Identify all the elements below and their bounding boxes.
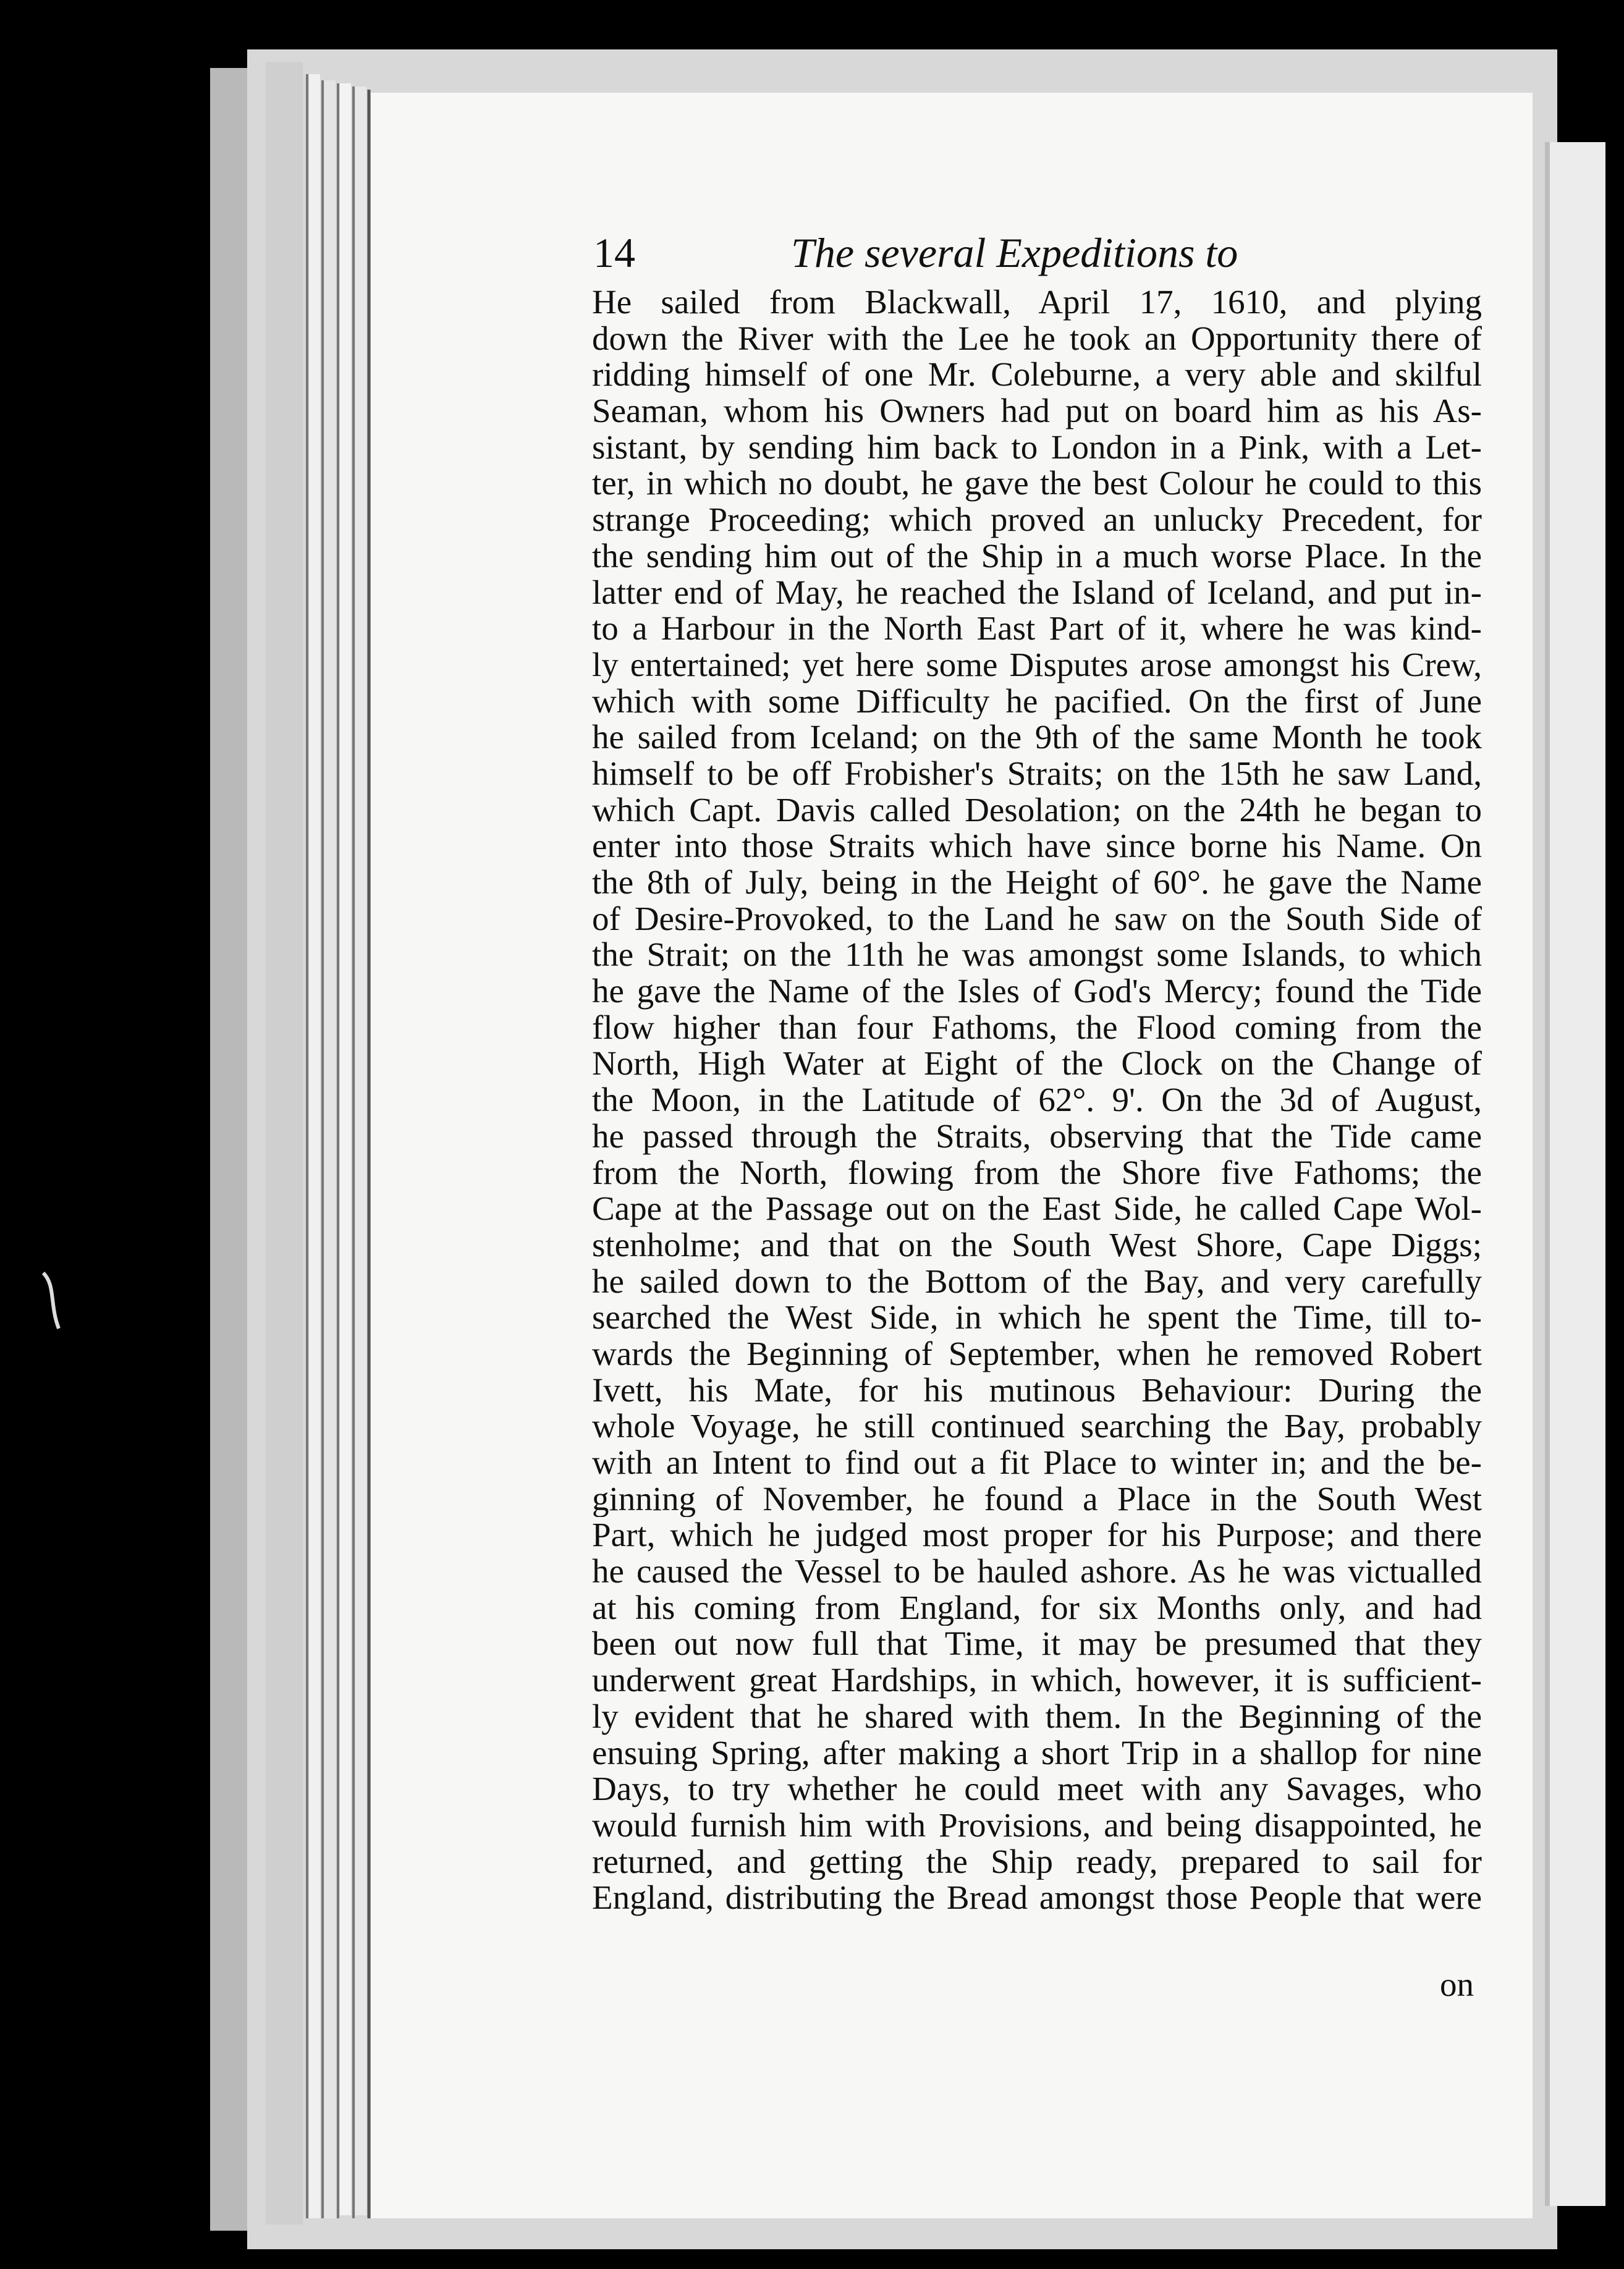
text-line: of Desire-Provoked, to the Land he saw on the South Side of — [592, 900, 1482, 937]
text-line: the sending him out of the Ship in a much worse Place. In the — [592, 538, 1482, 575]
text-line: he sailed from Iceland; on the 9th of the same Month he took — [592, 719, 1482, 756]
text-line: the Strait; on the 11th he was amongst some Islands, to which — [592, 937, 1482, 974]
page-header — [593, 229, 1557, 290]
text-line: searched the West Side, in which he spent the Time, till to- — [592, 1299, 1482, 1336]
text-line: the 8th of July, being in the Height of 60°. he gave the Name — [592, 864, 1482, 901]
text-line: at his coming from England, for six Months only, and had — [592, 1589, 1482, 1626]
body-text — [592, 284, 1482, 1916]
text-line: flow higher than four Fathoms, the Flood coming from the — [592, 1009, 1482, 1046]
text-line: would furnish him with Provisions, and being disappointed, he — [592, 1807, 1482, 1844]
text-line: to a Harbour in the North East Part of it, where he was kind- — [592, 611, 1482, 647]
text-line: ly evident that he shared with them. In the Beginning of the — [592, 1698, 1482, 1735]
text-line: from the North, flowing from the Shore five Fathoms; the — [592, 1154, 1482, 1191]
text-line: down the River with the Lee he took an Opportunity there of — [592, 320, 1482, 357]
running-title: The several Expeditions to — [791, 229, 1238, 276]
text-line: strange Proceeding; which proved an unlucky Precedent, for — [592, 502, 1482, 538]
catchword: on — [1440, 1966, 1474, 2003]
text-line: with an Intent to find out a fit Place to winter in; and the be- — [592, 1445, 1482, 1481]
text-line: he sailed down to the Bottom of the Bay, and very carefully — [592, 1263, 1482, 1300]
text-line: ensuing Spring, after making a short Trip in a shallop for nine — [592, 1734, 1482, 1772]
text-line: stenholme; and that on the South West Shore, Cape Diggs; — [592, 1227, 1482, 1264]
text-line: latter end of May, he reached the Island of Iceland, and put in- — [592, 574, 1482, 611]
text-line: wards the Beginning of September, when he removed Robert — [592, 1335, 1482, 1372]
text-line: Part, which he judged most proper for his Purpose; and there — [592, 1517, 1482, 1554]
facing-page-edge — [1545, 142, 1605, 2206]
text-line: underwent great Hardships, in which, however, it is sufficient- — [592, 1662, 1482, 1699]
text-line: England, distributing the Bread amongst those People that were — [592, 1880, 1482, 1916]
text-line: he caused the Vessel to be hauled ashore. As he was victualled — [592, 1553, 1482, 1590]
text-line: ter, in which no doubt, he gave the best Colour he could to this — [592, 465, 1482, 502]
text-line: himself to be off Frobisher's Straits; on the 15th he saw Land, — [592, 755, 1482, 792]
text-line: Cape at the Passage out on the East Side, he called Cape Wol- — [592, 1191, 1482, 1227]
page-number: 14 — [593, 229, 635, 276]
text-line: which with some Difficulty he pacified. On the first of June — [592, 683, 1482, 720]
text-line: which Capt. Davis called Desolation; on the 24th he began to — [592, 792, 1482, 829]
text-line: returned, and getting the Ship ready, prepared to sail for — [592, 1843, 1482, 1880]
text-line: he passed through the Straits, observing that the Tide came — [592, 1118, 1482, 1155]
text-line: whole Voyage, he still continued searching the Bay, probably — [592, 1408, 1482, 1445]
text-line: he gave the Name of the Isles of God's Mercy; found the Tide — [592, 973, 1482, 1010]
text-line: sistant, by sending him back to London in a Pink, with a Let- — [592, 429, 1482, 466]
text-line: Days, to try whether he could meet with any Savages, who — [592, 1771, 1482, 1807]
text-line: ginning of November, he found a Place in the South West — [592, 1481, 1482, 1518]
text-line: North, High Water at Eight of the Clock on the Change of — [592, 1046, 1482, 1083]
text-line: ly entertained; yet here some Disputes arose amongst his Crew, — [592, 646, 1482, 683]
text-line: He sailed from Blackwall, April 17, 1610, and plying — [592, 284, 1482, 321]
text-line: enter into those Straits which have since borne his Name. On — [592, 828, 1482, 864]
text-line: Ivett, his Mate, for his mutinous Behaviour: During the — [592, 1372, 1482, 1409]
text-line: been out now full that Time, it may be presumed that they — [592, 1626, 1482, 1663]
text-line: Seaman, whom his Owners had put on board him as his As- — [592, 393, 1482, 429]
text-line: the Moon, in the Latitude of 62°. 9'. On the 3d of August, — [592, 1082, 1482, 1118]
text-line: ridding himself of one Mr. Coleburne, a very able and skilful — [592, 357, 1482, 394]
